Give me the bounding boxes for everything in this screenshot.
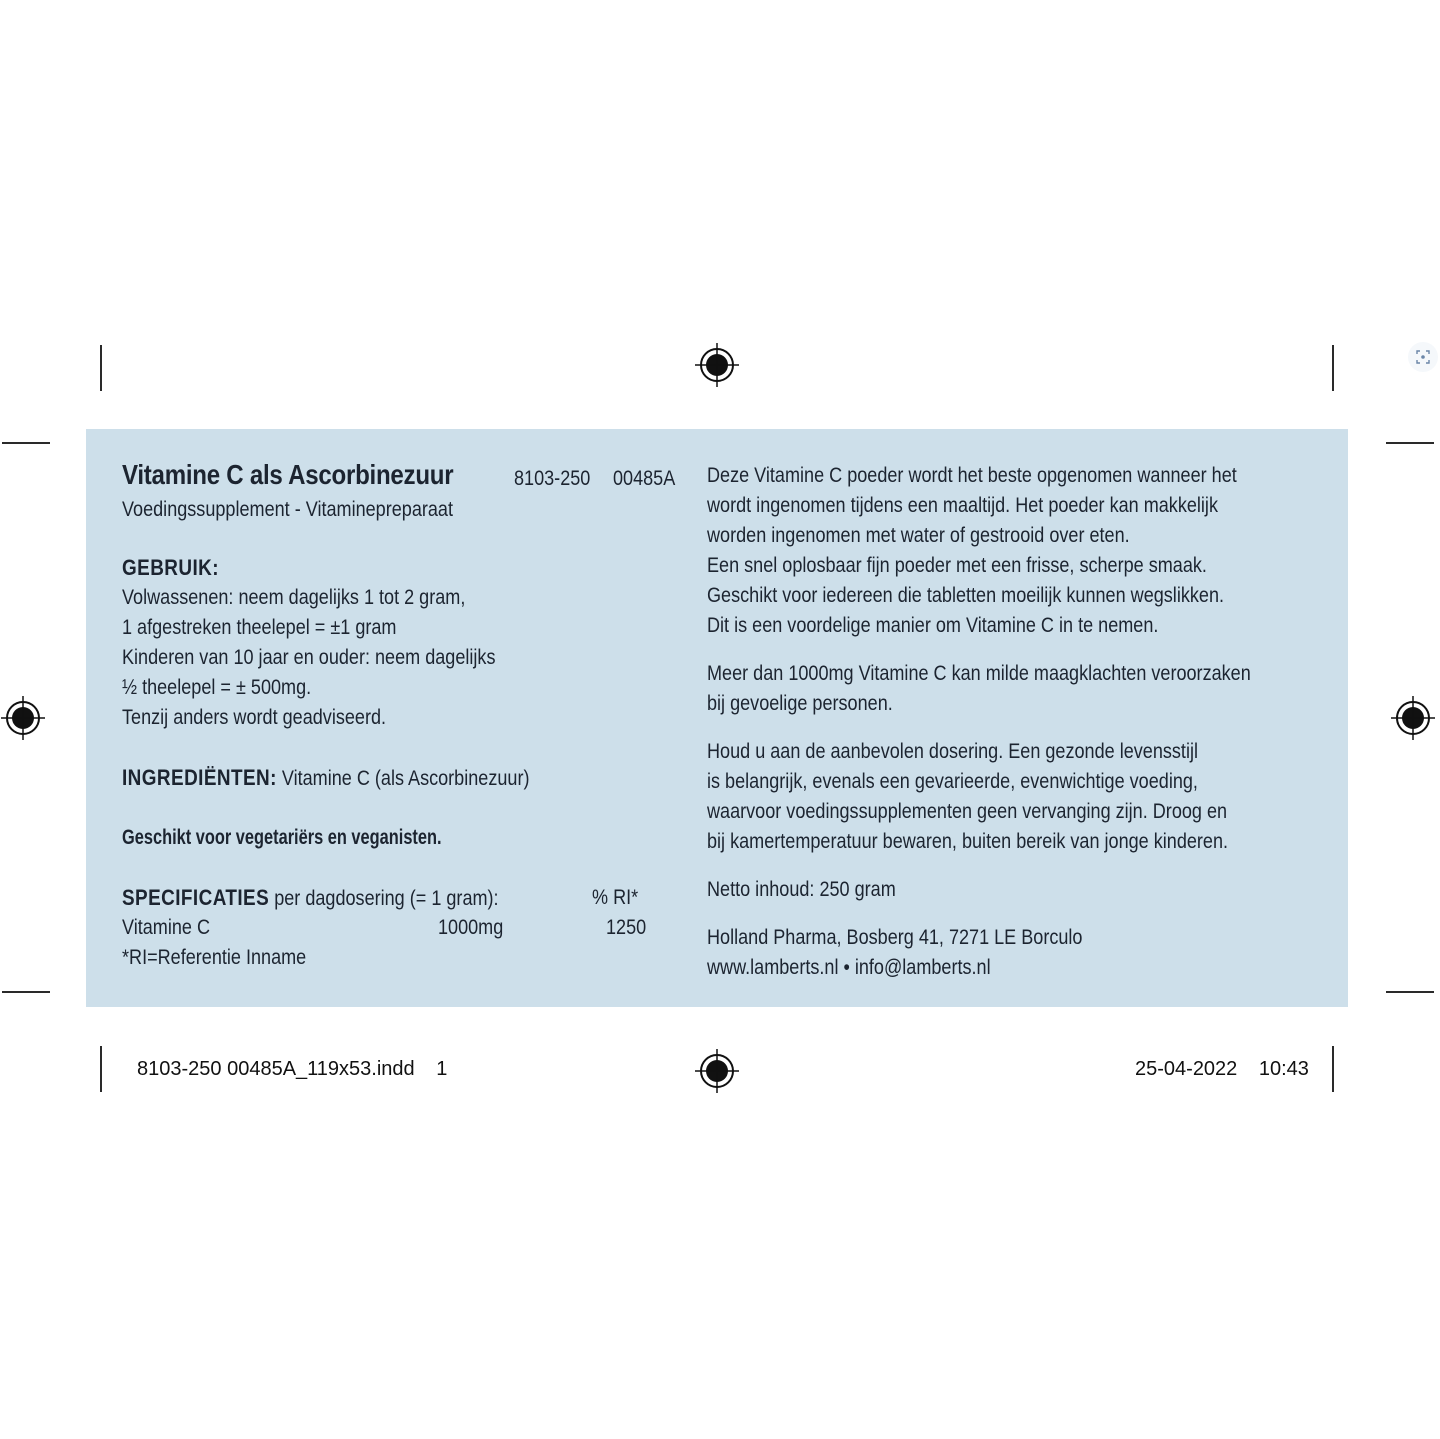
manufacturer-contact: www.lamberts.nl • info@lamberts.nl	[707, 956, 991, 979]
crop-mark-left-upper	[2, 442, 50, 444]
crop-mark-top-left	[100, 345, 102, 391]
version-code: 00485A	[613, 467, 676, 490]
product-subtitle: Voedingssupplement - Vitaminepreparaat	[122, 498, 453, 521]
label-left-column	[122, 459, 682, 973]
description-line: Geschikt voor iedereen die tabletten moeilijk kunnen wegslikken.	[707, 584, 1225, 607]
specs-row	[122, 913, 682, 943]
usage-line: ½ theelepel = ± 500mg.	[122, 676, 312, 699]
usage-line: Tenzij anders wordt geadviseerd.	[122, 706, 387, 729]
product-label-panel	[86, 429, 1348, 1007]
print-slug-file	[137, 1058, 447, 1081]
crop-mark-bottom-right	[1332, 1046, 1334, 1092]
specs-ri-header: % RI*	[592, 886, 639, 909]
crop-mark-left-lower	[2, 991, 50, 993]
spec-name: Vitamine C	[122, 916, 211, 939]
usage-line: Kinderen van 10 jaar en ouder: neem dagelijks	[122, 646, 496, 669]
print-date: 25-04-2022	[1135, 1058, 1238, 1080]
zoom-button[interactable]	[1408, 342, 1438, 372]
description-line: Een snel oplosbaar fijn poeder met een frisse, scherpe smaak.	[707, 554, 1207, 577]
specs-heading: SPECIFICATIES	[122, 885, 270, 910]
usage-line: 1 afgestreken theelepel = ±1 gram	[122, 616, 397, 639]
ingredients-heading: INGREDIËNTEN:	[122, 765, 277, 790]
product-title: Vitamine C als Ascorbinezuur	[122, 459, 454, 490]
crop-mark-right-lower	[1386, 991, 1434, 993]
advice-line: bij kamertemperatuur bewaren, buiten bereik van jonge kinderen.	[707, 830, 1229, 853]
usage-line: Volwassenen: neem dagelijks 1 tot 2 gram,	[122, 586, 466, 609]
print-time: 10:43	[1258, 1058, 1309, 1080]
registration-mark-right-icon	[1390, 695, 1436, 741]
print-filename: 8103-250 00485A_119x53.indd	[137, 1058, 415, 1080]
warning-line: Meer dan 1000mg Vitamine C kan milde maagklachten veroorzaken	[707, 662, 1251, 685]
ingredients-text: Vitamine C (als Ascorbinezuur)	[281, 767, 530, 790]
suitable-note: Geschikt voor vegetariërs en veganisten.	[122, 826, 442, 849]
label-title-row	[122, 459, 682, 495]
warning-line: bij gevoelige personen.	[707, 692, 893, 715]
specs-footnote: *RI=Referentie Inname	[122, 946, 307, 969]
scan-focus-icon	[1416, 350, 1430, 364]
registration-mark-bottom-icon	[694, 1048, 740, 1094]
label-right-column	[707, 461, 1327, 983]
article-code: 8103-250	[514, 467, 591, 490]
specs-per: per dagdosering (= 1 gram):	[274, 887, 499, 910]
crop-mark-right-upper	[1386, 442, 1434, 444]
description-line: Deze Vitamine C poeder wordt het beste opgenomen wanneer het	[707, 464, 1237, 487]
specs-header	[122, 883, 682, 913]
crop-mark-bottom-left	[100, 1046, 102, 1092]
registration-mark-left-icon	[0, 695, 46, 741]
net-content: Netto inhoud: 250 gram	[707, 878, 896, 901]
print-slug-timestamp	[1135, 1058, 1309, 1081]
advice-line: Houd u aan de aanbevolen dosering. Een gezonde levensstijl	[707, 740, 1198, 763]
registration-mark-top-icon	[694, 342, 740, 388]
usage-heading: GEBRUIK:	[122, 555, 219, 580]
manufacturer-address: Holland Pharma, Bosberg 41, 7271 LE Borculo	[707, 926, 1083, 949]
advice-line: is belangrijk, evenals een gevarieerde, evenwichtige voeding,	[707, 770, 1198, 793]
description-line: worden ingenomen met water of gestrooid over eten.	[707, 524, 1130, 547]
description-line: wordt ingenomen tijdens een maaltijd. Het poeder kan makkelijk	[707, 494, 1218, 517]
ingredients	[122, 763, 682, 793]
spec-amount: 1000mg	[438, 916, 504, 939]
spec-ri: 1250	[606, 916, 647, 939]
print-page: 1	[436, 1058, 448, 1080]
description-line: Dit is een voordelige manier om Vitamine C in te nemen.	[707, 614, 1159, 637]
advice-line: waarvoor voedingssupplementen geen vervanging zijn. Droog en	[707, 800, 1228, 823]
crop-mark-top-right	[1332, 345, 1334, 391]
